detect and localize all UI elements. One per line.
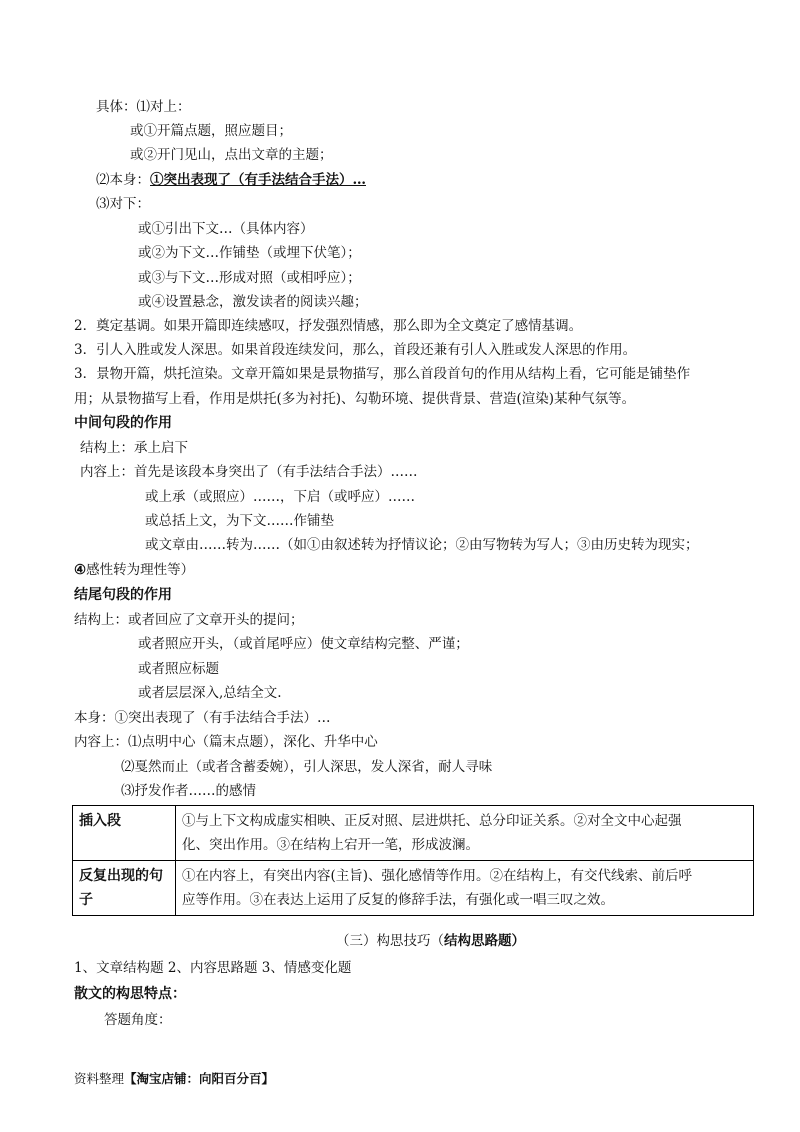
section-heading: 散文的构思特点： <box>74 986 186 1002</box>
opening-paragraph: 2．奠定基调。如果开篇即连续感叹，抒发强烈情感，那么即为全文奠定了感情基调。 <box>74 318 583 334</box>
opening-paragraph: 3．引人入胜或发人深思。如果首段连续发问，那么，首段还兼有引人入胜或发人深思的作用。 <box>74 342 637 358</box>
table-content-cell <box>176 806 754 861</box>
opening-line: 或②开门见山，点出文章的主题； <box>130 147 333 163</box>
middle-text: 感性转为理性等） <box>86 562 195 578</box>
opening-line <box>96 170 366 190</box>
table-label-cell: 插入段 <box>73 806 176 861</box>
table-content-line: ①与上下文构成虚实相映、正反对照、层进烘托、总分印证关系。②对全文中心起强 <box>182 813 682 829</box>
table-label-line: 子 <box>79 892 93 908</box>
ending-line: 结构上：或者回应了文章开头的提问； <box>74 612 304 628</box>
ending-line: 或者层层深入,总结全文. <box>138 685 282 701</box>
table-content-line: 应等作用。③在表达上运用了反复的修辞手法，有强化或一唱三叹之效。 <box>182 892 614 908</box>
middle-line: 结构上：承上启下 <box>80 440 188 456</box>
middle-line: 内容上：首先是该段本身突出了（有手法结合手法）…… <box>80 464 418 480</box>
footer <box>74 1069 274 1089</box>
opening-line: ⑶对下： <box>96 196 150 212</box>
table-label-cell <box>73 861 176 916</box>
opening-paragraph: 3．景物开篇，烘托渲染。文章开篇如果是景物描写，那么首段首句的作用从结构上看，它可能是铺垫作 <box>74 366 691 382</box>
table-content-line: ①在内容上，有突出内容(主旨)、强化感情等作用。②在结构上，有交代线索、前后呼 <box>182 868 693 884</box>
ending-heading: 结尾句段的作用 <box>74 587 172 603</box>
ending-line: 或者照应开头，（或首尾呼应）使文章结构完整、严谨； <box>138 636 469 652</box>
middle-line: 或上承（或照应）……，下启（或呼应）…… <box>145 489 415 505</box>
ending-line: 本身：①突出表现了（有手法结合手法）… <box>74 710 331 726</box>
ending-line: ⑶抒发作者……的感情 <box>121 783 256 799</box>
table-content-line: 化、突出作用。③在结构上宕开一笔，形成波澜。 <box>182 837 479 853</box>
opening-line: 或④设置悬念，激发读者的阅读兴趣； <box>138 294 368 310</box>
section-line: 1、文章结构题 2、内容思路题 3、情感变化题 <box>74 960 352 976</box>
section-title-close: ） <box>511 933 525 949</box>
opening-line: 或①引出下文…（具体内容） <box>138 221 314 237</box>
section-line: 答题角度： <box>104 1012 172 1028</box>
ending-line: 内容上：⑴点明中心（篇末点题），深化、升华中心 <box>74 734 378 750</box>
middle-line: 或文章由……转为……（如①由叙述转为抒情议论；②由写物转为写人；③由历史转为现实； <box>145 537 699 553</box>
opening-line: 或①开篇点题，照应题目； <box>130 123 292 139</box>
opening-label: ⑵本身： <box>96 172 150 188</box>
function-table <box>72 805 754 916</box>
opening-line: 或③与下文…形成对照（或相呼应）； <box>138 270 361 286</box>
footer-shop: 【淘宝店铺：向阳百分百】 <box>124 1071 275 1086</box>
ending-line: ⑵戛然而止（或者含蓄委婉），引人深思，发人深省，耐人寻味 <box>121 759 493 775</box>
opening-emphasis: ①突出表现了（有手法结合手法）… <box>150 172 366 188</box>
section-title <box>336 931 525 951</box>
footer-text: 资料整理 <box>74 1071 125 1086</box>
table-row <box>73 806 754 861</box>
opening-paragraph: 用；从景物描写上看，作用是烘托(多为衬托)、勾勒环境、提供背景、营造(渲染)某种气氛等。 <box>74 391 636 407</box>
middle-marker: ④ <box>74 562 87 578</box>
table-content-cell <box>176 861 754 916</box>
middle-line: 或总括上文，为下文……作铺垫 <box>145 513 334 529</box>
table-row <box>73 861 754 916</box>
ending-line: 或者照应标题 <box>138 661 219 677</box>
opening-line: 或②为下文…作铺垫（或埋下伏笔）； <box>138 245 361 261</box>
middle-line <box>74 560 194 580</box>
section-title-text: （三）构思技巧（ <box>336 933 444 949</box>
opening-line: 具体：⑴对上： <box>96 99 191 115</box>
table-label-line: 反复出现的句 <box>79 868 163 884</box>
middle-heading: 中间句段的作用 <box>74 415 172 431</box>
section-title-emphasis: 结构思路题 <box>444 933 512 949</box>
